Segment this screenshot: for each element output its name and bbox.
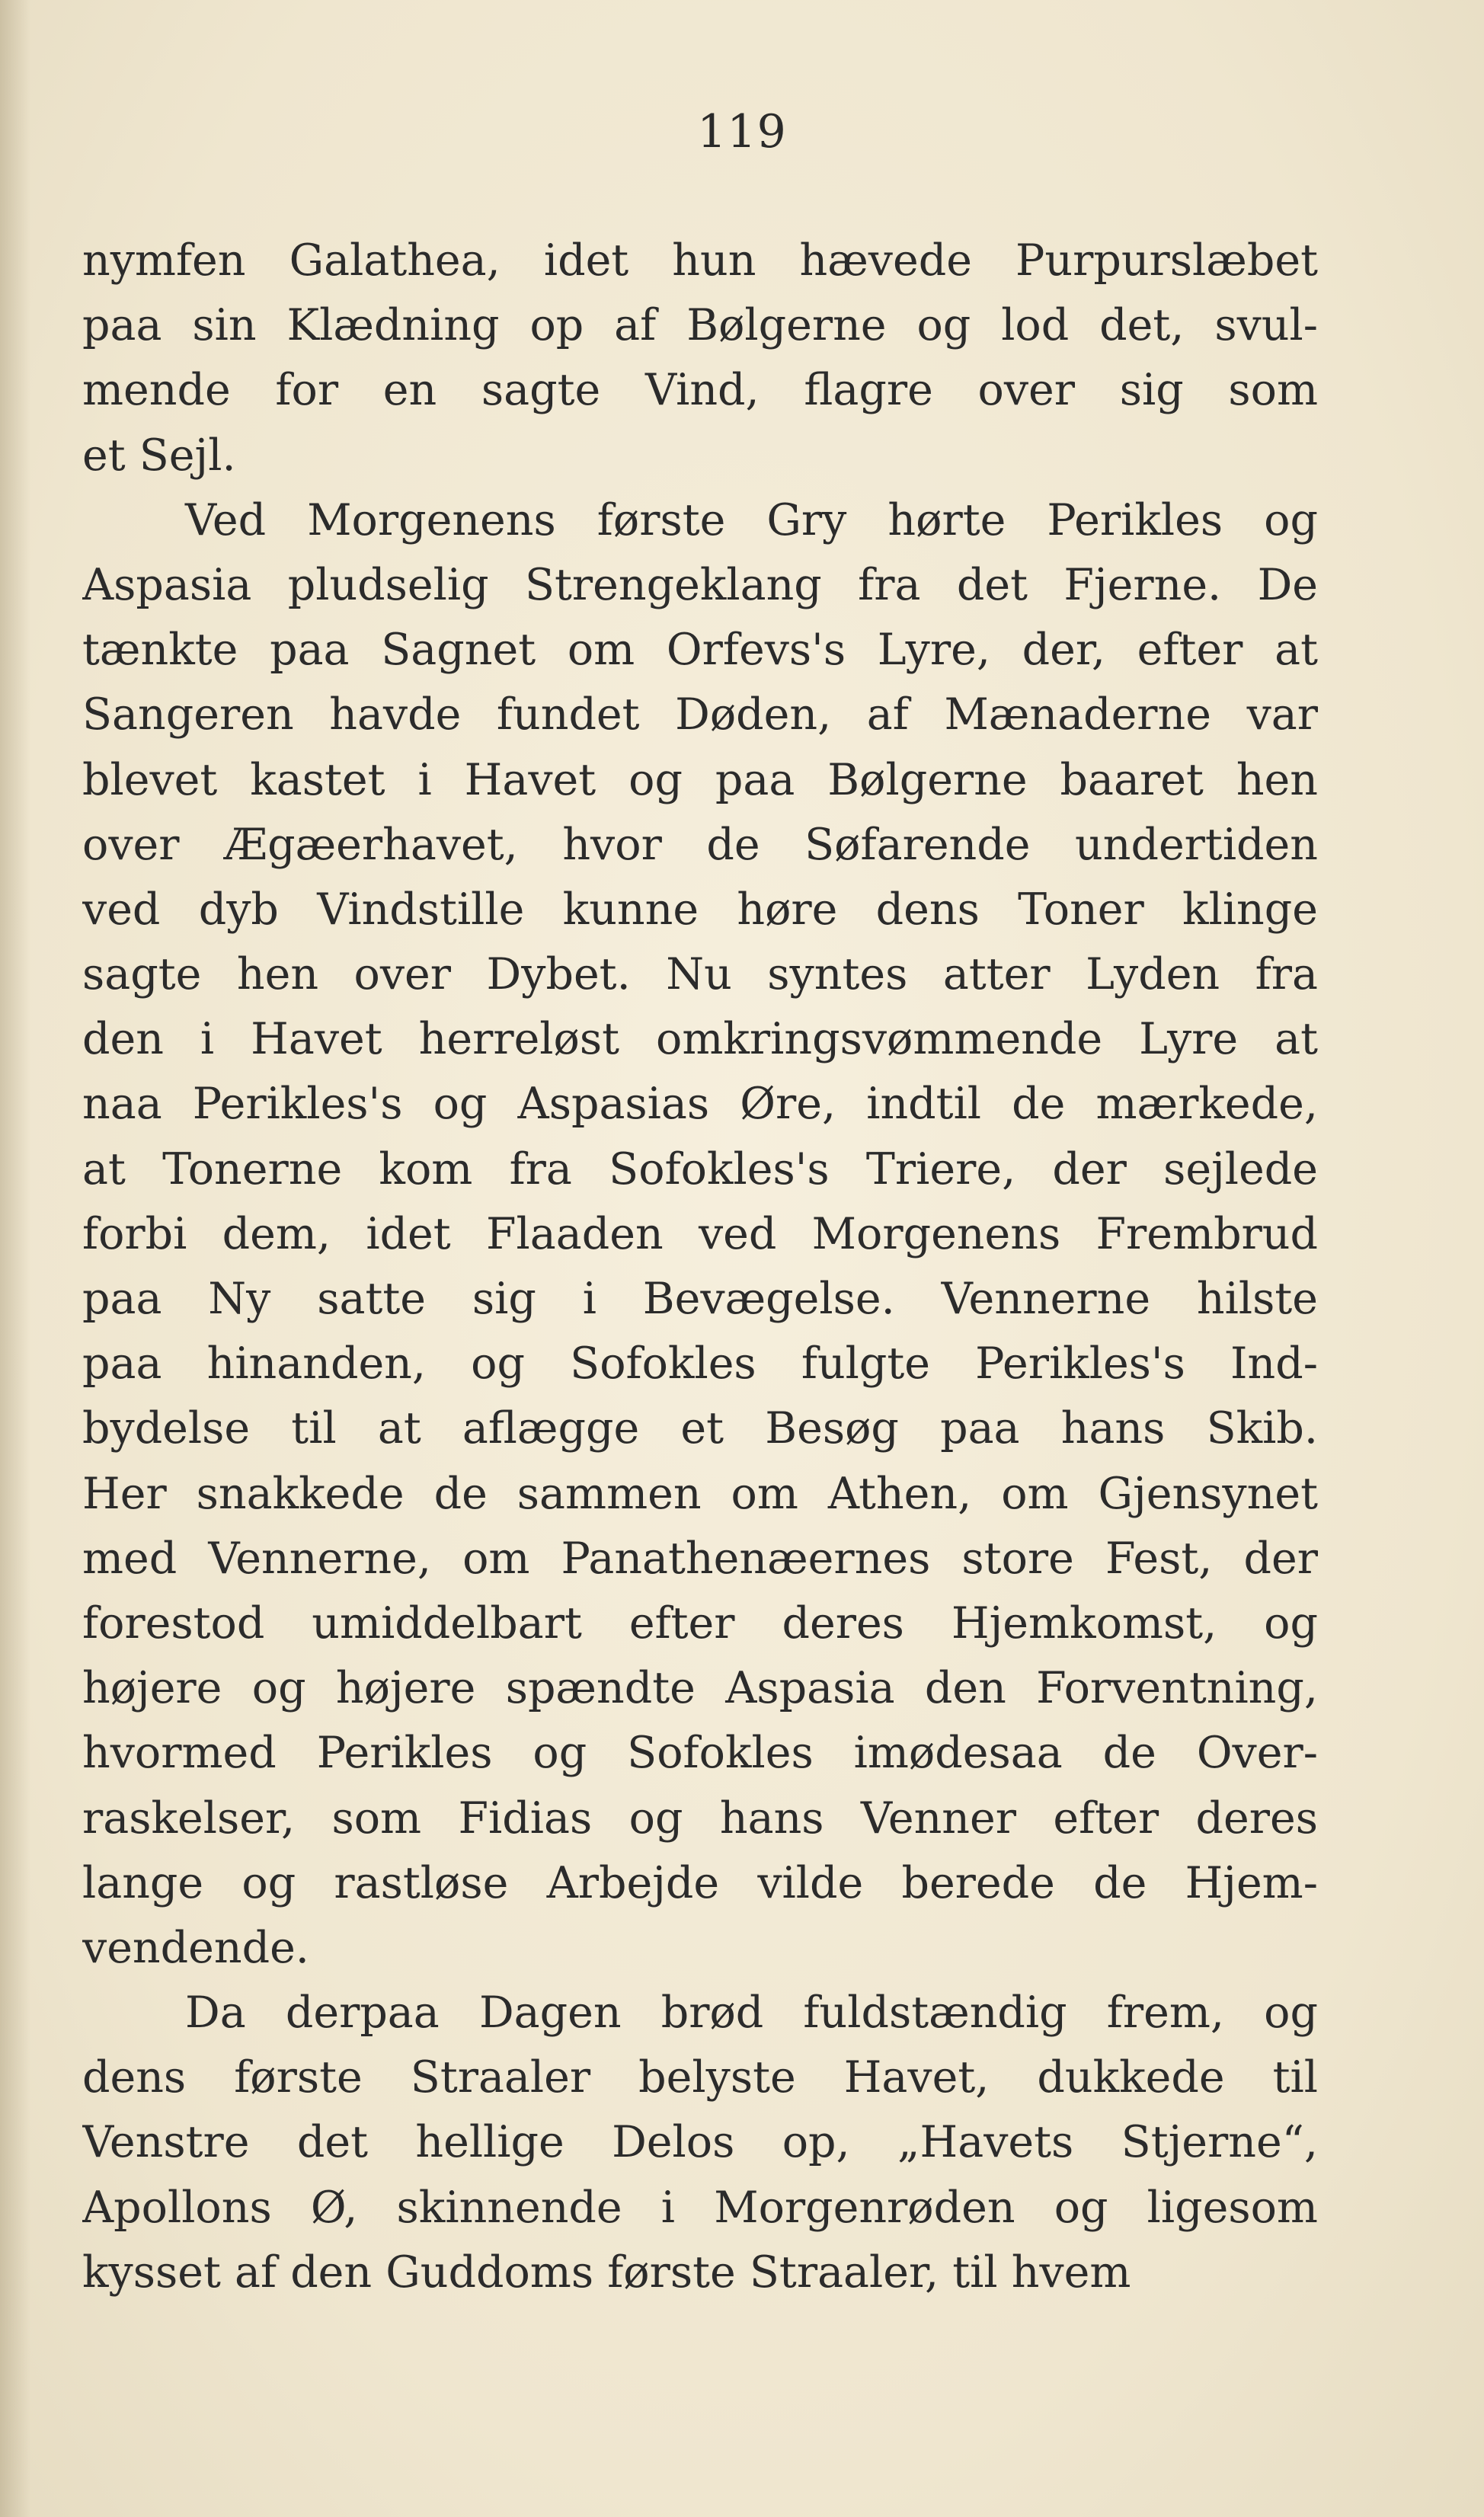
text-line: paa sin Klædning op af Bølgerne og lod det, svul- bbox=[82, 300, 1318, 351]
text-line: mende for en sagte Vind, flagre over sig som bbox=[82, 365, 1318, 416]
text-line: lange og rastløse Arbejde vilde berede de Hjem- bbox=[82, 1857, 1318, 1908]
body-text bbox=[82, 229, 1318, 2305]
text-line: over Ægæerhavet, hvor de Søfarende undertiden bbox=[82, 819, 1318, 870]
text-line: Ved Morgenens første Gry hørte Perikles og bbox=[185, 494, 1318, 545]
text-line: nymfen Galathea, idet hun hævede Purpurslæbet bbox=[82, 235, 1318, 286]
text-line: vendende. bbox=[82, 1922, 309, 1973]
text-line: den i Havet herreløst omkringsvømmende Lyre at bbox=[82, 1014, 1318, 1065]
text-line: sagte hen over Dybet. Nu syntes atter Lyden fra bbox=[82, 949, 1318, 1000]
text-line: Venstre det hellige Delos op, „Havets Stjerne“, bbox=[82, 2117, 1318, 2168]
text-line: Da derpaa Dagen brød fuldstændig frem, og bbox=[185, 1988, 1318, 2039]
gutter-shadow bbox=[0, 0, 30, 2517]
text-line: paa Ny satte sig i Bevægelse. Vennerne hilste bbox=[82, 1274, 1318, 1324]
text-line: hvormed Perikles og Sofokles imødesaa de Over- bbox=[82, 1728, 1318, 1779]
text-line: blevet kastet i Havet og paa Bølgerne baaret hen bbox=[82, 754, 1318, 805]
text-line: Her snakkede de sammen om Athen, om Gjensynet bbox=[82, 1468, 1318, 1519]
text-line: at Tonerne kom fra Sofokles's Triere, der sejlede bbox=[82, 1143, 1318, 1195]
text-line: paa hinanden, og Sofokles fulgte Perikles's Ind- bbox=[82, 1338, 1318, 1390]
page-number: 119 bbox=[697, 105, 787, 158]
text-line: dens første Straaler belyste Havet, dukkede til bbox=[82, 2052, 1318, 2103]
text-line: Apollons Ø, skinnende i Morgenrøden og ligesom bbox=[82, 2182, 1318, 2233]
text-line: naa Perikles's og Aspasias Øre, indtil de mærkede, bbox=[82, 1079, 1318, 1130]
text-line: tænkte paa Sagnet om Orfevs's Lyre, der, efter at bbox=[82, 625, 1318, 676]
text-line: et Sejl. bbox=[82, 430, 236, 481]
text-line: højere og højere spændte Aspasia den Forventning, bbox=[82, 1663, 1318, 1714]
text-line: ved dyb Vindstille kunne høre dens Toner klinge bbox=[82, 884, 1318, 935]
text-line: Aspasia pludselig Strengeklang fra det Fjerne. De bbox=[82, 559, 1318, 610]
text-line: kysset af den Guddoms første Straaler, til hvem bbox=[82, 2247, 1131, 2298]
text-line: Sangeren havde fundet Døden, af Mænaderne var bbox=[82, 689, 1318, 740]
text-line: raskelser, som Fidias og hans Venner efter deres bbox=[82, 1793, 1318, 1844]
text-line: forestod umiddelbart efter deres Hjemkomst, og bbox=[82, 1598, 1318, 1649]
text-line: med Vennerne, om Panathenæernes store Fest, der bbox=[82, 1533, 1318, 1584]
text-line: bydelse til at aflægge et Besøg paa hans Skib. bbox=[82, 1403, 1318, 1454]
text-line: forbi dem, idet Flaaden ved Morgenens Frembrud bbox=[82, 1208, 1318, 1259]
